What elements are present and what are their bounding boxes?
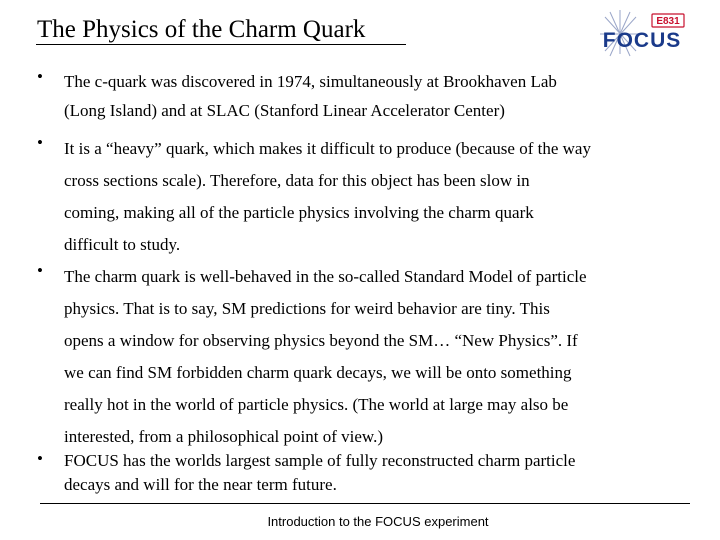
- logo-experiment-number: E831: [656, 16, 680, 27]
- bullet-3-line: The charm quark is well-behaved in the so-called Standard Model of particle: [64, 267, 587, 286]
- bullet-1-line: The c-quark was discovered in 1974, simultaneously at Brookhaven Lab: [64, 72, 557, 91]
- bullet-3-line: interested, from a philosophical point of view.): [64, 427, 383, 446]
- bullet-3-line: physics. That is to say, SM predictions for weird behavior are tiny. This: [64, 299, 550, 318]
- bullet-3-line: really hot in the world of particle physics. (The world at large may also be: [64, 395, 569, 414]
- bullet-4-line: decays and will for the near term future.: [64, 475, 337, 494]
- footer-text: Introduction to the FOCUS experiment: [267, 514, 489, 529]
- bullet-4: [64, 449, 694, 497]
- bullet-2: [64, 133, 694, 261]
- bullet-1-line: (Long Island) and at SLAC (Stanford Linear Accelerator Center): [64, 101, 505, 120]
- bullet-2-line: It is a “heavy” quark, which makes it difficult to produce (because of the way: [64, 139, 591, 158]
- bullet-4-line: FOCUS has the worlds largest sample of fully reconstructed charm particle: [64, 451, 576, 470]
- bullet-1: [64, 67, 694, 125]
- bullet-marker: •: [37, 261, 43, 280]
- bullet-3: [64, 261, 694, 453]
- bullet-marker: •: [37, 449, 43, 468]
- bullet-3-line: opens a window for observing physics beyond the SM… “New Physics”. If: [64, 331, 578, 350]
- logo-name: FOCUS: [602, 29, 682, 52]
- title-underline: [36, 44, 406, 45]
- focus-e831-logo-icon: [596, 2, 688, 60]
- page-title: The Physics of the Charm Quark: [37, 16, 366, 43]
- bullet-3-line: we can find SM forbidden charm quark decays, we will be onto something: [64, 363, 572, 382]
- footer-divider: [40, 503, 690, 504]
- bullet-marker: •: [37, 133, 43, 152]
- bullet-2-line: difficult to study.: [64, 235, 181, 254]
- bullet-2-line: cross sections scale). Therefore, data for this object has been slow in: [64, 171, 530, 190]
- bullet-2-line: coming, making all of the particle physics involving the charm quark: [64, 203, 534, 222]
- bullet-marker: •: [37, 67, 43, 86]
